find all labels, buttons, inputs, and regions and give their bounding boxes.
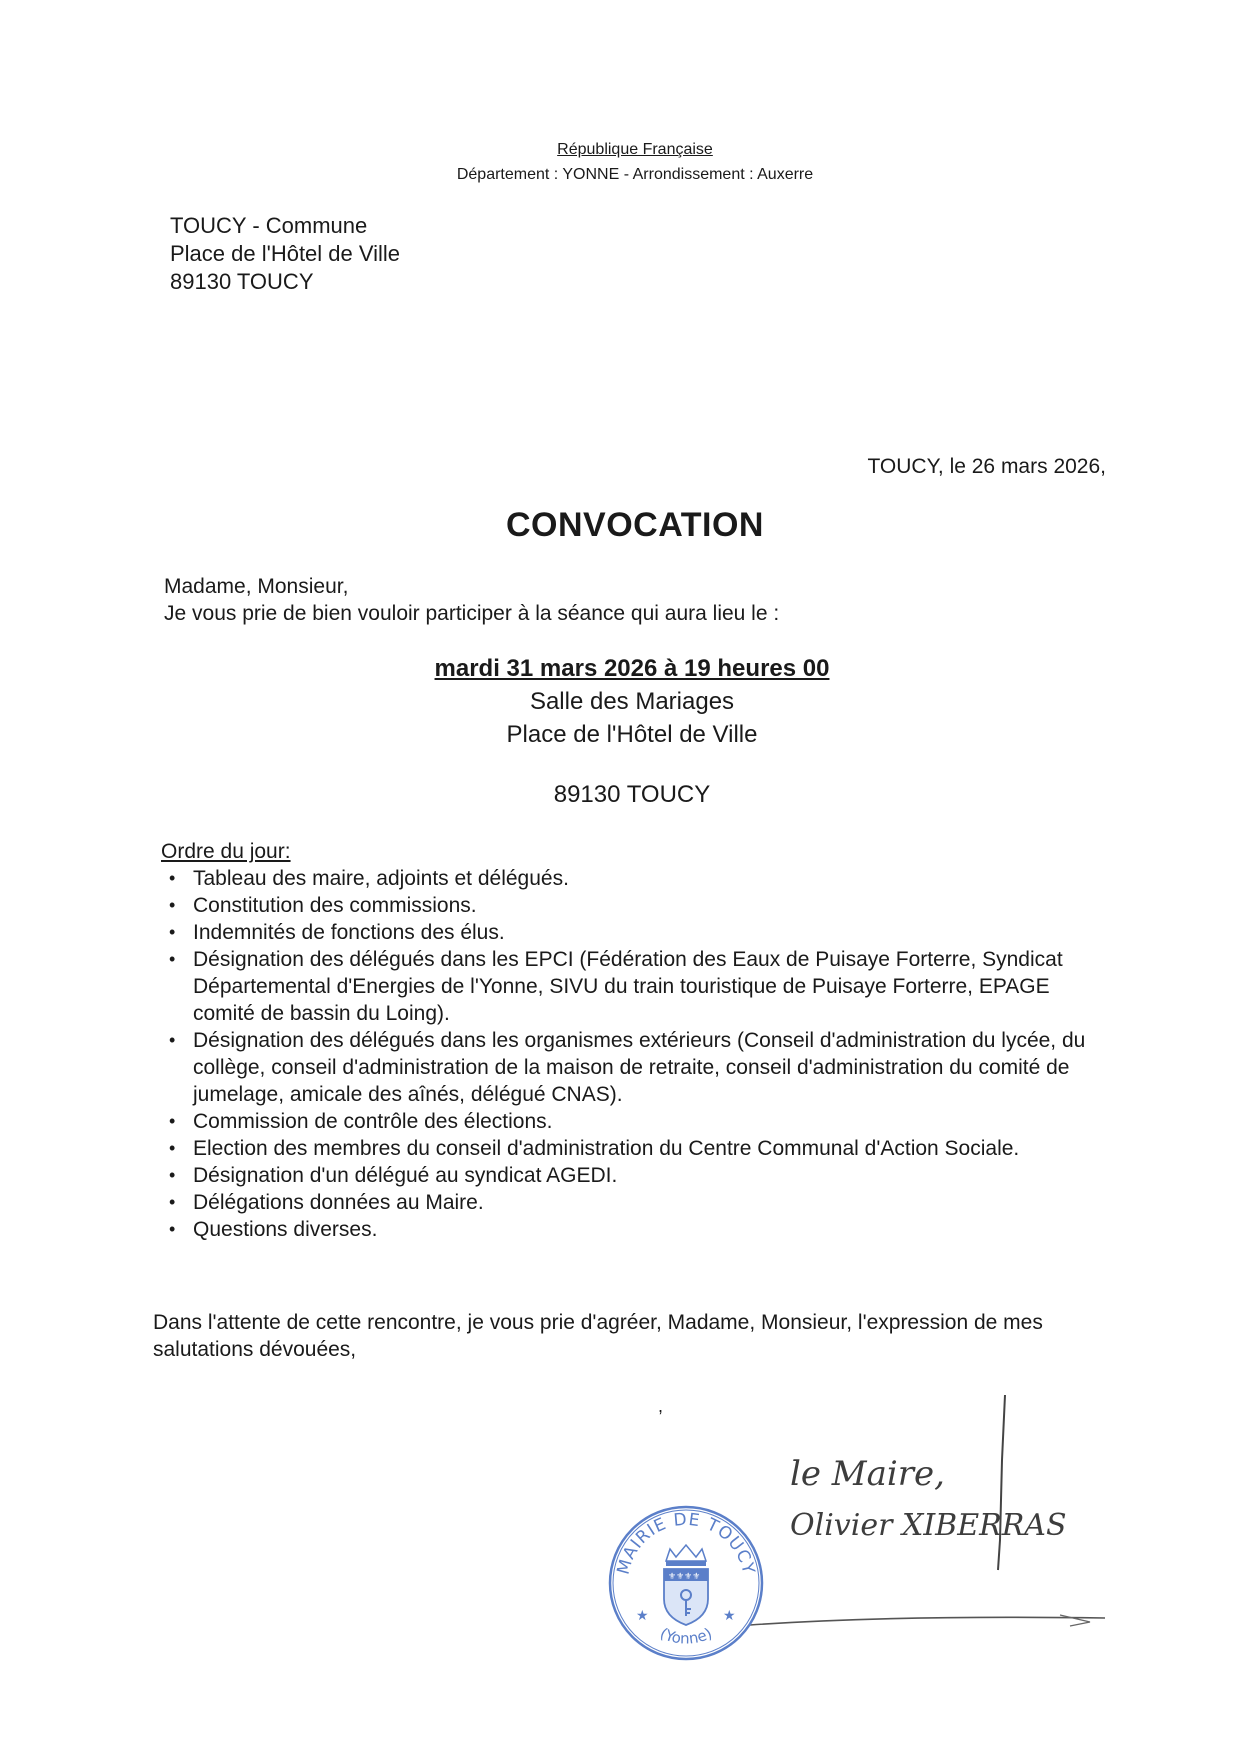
agenda-item: • Délégations données au Maire. xyxy=(161,1189,1111,1216)
signature-name: Olivier XIBERRAS xyxy=(790,1508,1067,1543)
department-label: Département : YONNE - Arrondissement : Auxerre xyxy=(456,166,814,183)
svg-text:★: ★ xyxy=(723,1608,736,1624)
meeting-datetime: mardi 31 mars 2026 à 19 heures 00 xyxy=(434,655,830,682)
signature-title: le Maire, xyxy=(790,1454,945,1494)
agenda-item: • Questions diverses. xyxy=(161,1216,1111,1243)
closing-text: Dans l'attente de cette rencontre, je vous prie d'agréer, Madame, Monsieur, l'expression de mes salutations dévouées, xyxy=(153,1311,1043,1361)
greeting: Madame, Monsieur, xyxy=(164,575,349,598)
agenda-list xyxy=(161,865,1111,1243)
meeting-city: 89130 TOUCY xyxy=(553,781,711,808)
meeting-details xyxy=(0,652,1240,811)
agenda-item: • Indemnités de fonctions des élus. xyxy=(161,919,1111,946)
signature-strokes xyxy=(750,1390,1130,1640)
svg-text:⚜⚜⚜⚜: ⚜⚜⚜⚜ xyxy=(668,1572,701,1582)
page-title: CONVOCATION xyxy=(506,506,764,544)
sender-line-2: Place de l'Hôtel de Ville xyxy=(170,241,401,266)
meeting-place: Place de l'Hôtel de Ville xyxy=(506,721,758,748)
intro-text: Je vous prie de bien vouloir participer à la séance qui aura lieu le : xyxy=(164,602,780,625)
agenda-item: • Constitution des commissions. xyxy=(161,892,1111,919)
agenda-item: • Election des membres du conseil d'administration du Centre Communal d'Action Sociale. xyxy=(161,1135,1111,1162)
agenda-item: • Commission de contrôle des élections. xyxy=(161,1108,1111,1135)
agenda-item: • Désignation des délégués dans les EPCI (Fédération des Eaux de Puisaye Forterre, Syndicat Départemental d'Energies de l'Yonne, SIVU du train touristique de Puisaye Forterre, EPAGE comité de bassin du Loing). xyxy=(161,946,1111,1027)
meeting-room: Salle des Mariages xyxy=(529,688,735,715)
svg-text:★: ★ xyxy=(636,1608,649,1624)
agenda-item: • Tableau des maire, adjoints et délégués. xyxy=(161,865,1111,892)
sender-line-3: 89130 TOUCY xyxy=(170,269,314,294)
stamp-bottom-text: (Yonne) xyxy=(657,1624,715,1648)
agenda-heading: Ordre du jour: xyxy=(161,840,291,863)
date-line: TOUCY, le 26 mars 2026, xyxy=(867,455,1106,478)
agenda-item: • Désignation d'un délégué au syndicat AGEDI. xyxy=(161,1162,1111,1189)
sender-address xyxy=(170,212,400,296)
stamp-top-text: MAIRIE DE TOUCY xyxy=(613,1509,759,1577)
republic-label: République Française xyxy=(557,141,713,158)
stray-mark: , xyxy=(658,1396,664,1416)
mairie-stamp xyxy=(606,1503,766,1663)
agenda-item: • Désignation des délégués dans les organismes extérieurs (Conseil d'administration du lycée, du collège, conseil d'administration de la maison de retraite, conseil d'administration du comité de jumelage, amicale des aînés, délégué CNAS). xyxy=(161,1027,1111,1108)
sender-line-1: TOUCY - Commune xyxy=(170,213,368,238)
